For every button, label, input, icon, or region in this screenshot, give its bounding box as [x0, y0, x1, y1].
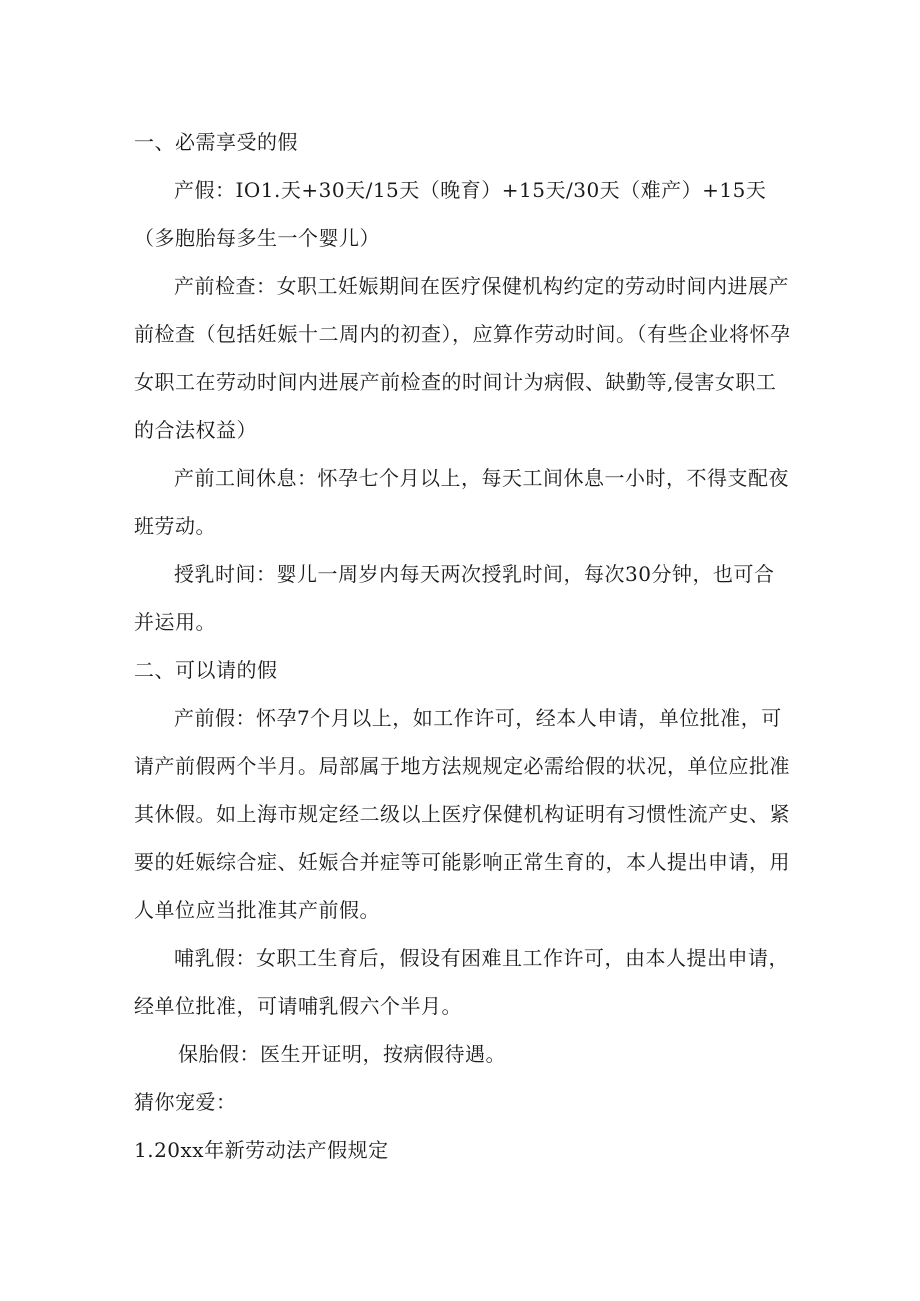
section1-heading: 一、必需享受的假 [134, 130, 298, 154]
paragraph-pregnancy-protection-leave: 保胎假：医生开证明，按病假待遇。 [178, 1042, 506, 1066]
related-label: 猜你宠爱： [134, 1090, 237, 1114]
paragraph-prenatal-check: 产前检查：女职工妊娠期间在医疗保健机构约定的劳动时间内进展产前检查（包括妊娠十二周内的初查），应算作劳动时间。（有些企业将怀孕女职工在劳动时间内进展产前检查的时间计为病假、缺勤等,侵害女职工的合法权益） [134, 274, 791, 442]
paragraph-nursing-time: 授乳时间：婴儿一周岁内每天两次授乳时间，每次30分钟，也可合并运用。 [134, 562, 775, 634]
section2-heading: 二、可以请的假 [134, 658, 278, 682]
related-link-1[interactable]: 1.20xx年新劳动法产假规定 [134, 1138, 389, 1162]
paragraph-breastfeeding-leave: 哺乳假：女职工生育后，假设有困难且工作许可，由本人提出申请，经单位批准，可请哺乳假六个半月。 [134, 946, 789, 1018]
paragraph-maternity-leave: 产假：IO1.天+30天/15天（晚育）+15天/30天（难产）+15天（多胞胎每多生一个婴儿） [134, 178, 767, 250]
paragraph-prenatal-leave: 产前假：怀孕7个月以上，如工作许可，经本人申请，单位批准，可请产前假两个半月。局部属于地方法规规定必需给假的状况，单位应批准其休假。如上海市规定经二级以上医疗保健机构证明有习惯性流产史、紧要的妊娠综合症、妊娠合并症等可能影响正常生育的，本人提出申请，用人单位应当批准其产前假。 [134, 706, 790, 922]
paragraph-prenatal-rest: 产前工间休息：怀孕七个月以上，每天工间休息一小时，不得支配夜班劳动。 [134, 466, 789, 538]
